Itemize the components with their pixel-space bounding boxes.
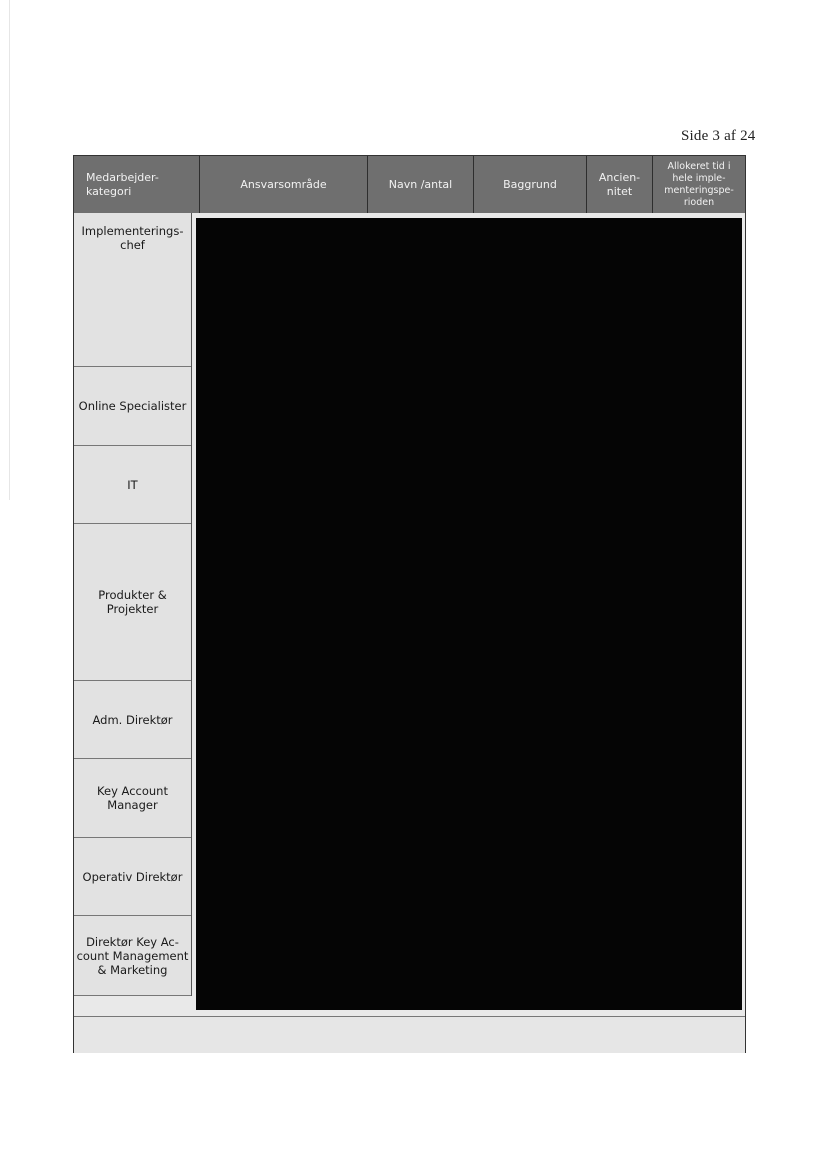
header-allokeret-tid: Allokeret tid i hele imple- menteringspe- rioden xyxy=(664,160,734,208)
category-cell: Online Specialister xyxy=(74,367,191,446)
category-cell: IT xyxy=(74,446,191,524)
category-cell: Adm. Direktør xyxy=(74,681,191,759)
header-ansvarsomraade: Ansvarsområde xyxy=(200,156,368,213)
category-cell: Operativ Direktør xyxy=(74,838,191,916)
page-number: Side 3 af 24 xyxy=(681,128,756,144)
header-baggrund: Baggrund xyxy=(474,156,587,213)
category-cell: Implementerings- chef xyxy=(74,213,191,367)
page-margin-line xyxy=(9,0,10,500)
category-column xyxy=(74,213,192,996)
header-navn-antal: Navn /antal xyxy=(368,156,474,213)
redacted-block xyxy=(196,218,742,1010)
category-cell: Key Account Manager xyxy=(74,759,191,838)
staffing-table xyxy=(73,155,746,1053)
header-medarbejderkategori: Medarbejder- kategori xyxy=(74,156,200,213)
table-footer-row xyxy=(74,1016,745,1053)
header-anciennitet: Ancien- nitet xyxy=(587,156,653,213)
table-body xyxy=(74,213,745,1052)
category-cell: Direktør Key Ac- count Management & Marketing xyxy=(74,916,191,996)
category-cell: Produkter & Projekter xyxy=(74,524,191,681)
table-header-row xyxy=(74,156,745,213)
